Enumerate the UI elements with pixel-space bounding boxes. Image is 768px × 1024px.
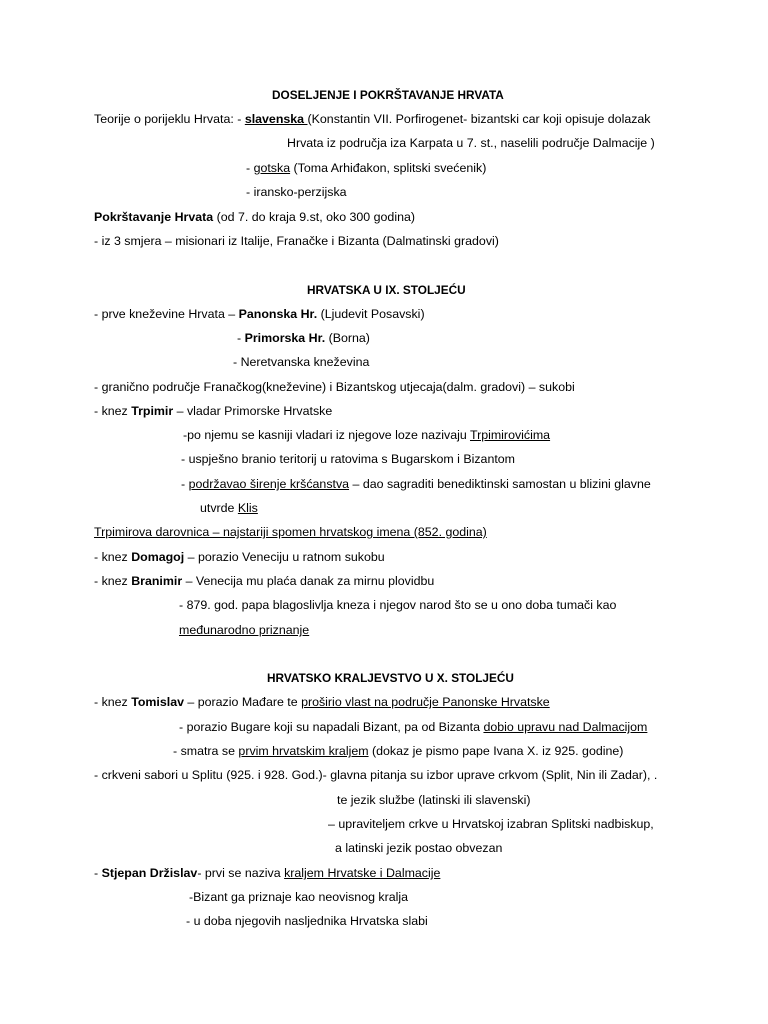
text-line (94, 865, 440, 881)
text-span: (Toma Arhiđakon, splitski svećenik) (290, 161, 487, 175)
text-span: Teorije o porijeklu Hrvata: - (94, 112, 245, 126)
text-line: - u doba njegovih nasljednika Hrvatska slabi (186, 914, 428, 928)
text-line (237, 330, 370, 346)
term-prvi-kralj: prvim hrvatskim kraljem (238, 744, 369, 758)
text-span: – dao sagraditi benediktinski samostan u blizini glavne (349, 477, 651, 491)
term-trpimir: Trpimir (131, 404, 174, 418)
text-span: – vladar Primorske Hrvatske (173, 404, 333, 418)
text-line (94, 573, 434, 589)
term-slavenska: slavenska (244, 112, 308, 126)
text-span: -po njemu se kasniji vladari iz njegove loze nazivaju (183, 428, 470, 442)
text-line: - uspješno branio teritorij u ratovima s Bugarskom i Bizantom (181, 452, 515, 466)
text-span: (Konstantin VII. Porfirogenet- bizantski car koji opisuje dolazak (307, 112, 651, 126)
text-span: - knez (94, 695, 132, 709)
term-pokrstavanje: Pokrštavanje Hrvata (94, 210, 214, 224)
text-line: – upraviteljem crkve u Hrvatskoj izabran Splitski nadbiskup, (328, 817, 654, 831)
text-line: - Neretvanska kneževina (233, 355, 370, 369)
text-span: - (181, 477, 189, 491)
text-line: -Bizant ga priznaje kao neovisnog kralja (189, 890, 409, 904)
text-line: te jezik službe (latinski ili slavenski) (337, 793, 531, 807)
text-span: – Venecija mu plaća danak za mirnu plovidbu (182, 574, 435, 588)
text-line: - iz 3 smjera – misionari iz Italije, Franačke i Bizanta (Dalmatinski gradovi) (94, 234, 499, 248)
text-line: a latinski jezik postao obvezan (335, 841, 503, 855)
text-line (173, 743, 623, 759)
text-span: (Ljudevit Posavski) (317, 307, 425, 321)
text-line-darovnica: Trpimirova darovnica – najstariji spomen hrvatskog imena (852. godina) (94, 525, 487, 539)
term-branimir: Branimir (131, 574, 183, 588)
term-krscanstvo: podržavao širenje kršćanstva (188, 477, 350, 491)
text-span: - knez (94, 404, 132, 418)
text-line: - crkveni sabori u Splitu (925. i 928. God.)- glavna pitanja su izbor uprave crkvom (Split, Nin ili Zadar), . (94, 768, 658, 782)
text-line (94, 111, 651, 127)
text-line: Hrvata iz područja iza Karpata u 7. st., naselili područje Dalmacije ) (287, 136, 655, 150)
text-span: - porazio Bugare koji su napadali Bizant, pa od Bizanta (179, 720, 484, 734)
text-line-priznanje: međunarodno priznanje (179, 623, 310, 637)
term-trpimirovici: Trpimirovićima (469, 428, 551, 442)
section-title-ix-stoljece: HRVATSKA U IX. STOLJEĆU (307, 283, 466, 297)
term-uprava-dalmacija: dobio upravu nad Dalmacijom (483, 720, 648, 734)
text-span: (Borna) (325, 331, 370, 345)
term-panonska: Panonska Hr. (238, 307, 318, 321)
text-span: - (237, 331, 245, 345)
term-drzislav: Stjepan Držislav (101, 866, 198, 880)
text-line (94, 694, 550, 710)
text-line (200, 500, 258, 516)
text-line (181, 476, 651, 492)
text-span: (dokaz je pismo pape Ivana X. iz 925. godine) (368, 744, 624, 758)
term-gotska: gotska (253, 161, 291, 175)
text-span: - knez (94, 550, 132, 564)
text-span: - knez (94, 574, 132, 588)
section-title-doseljenje: DOSELJENJE I POKRŠTAVANJE HRVATA (272, 88, 504, 102)
term-primorska: Primorska Hr. (244, 331, 326, 345)
text-span: - (246, 161, 254, 175)
text-line: - iransko-perzijska (246, 185, 347, 199)
text-line: - granično područje Franačkog(kneževine) i Bizantskog utjecaja(dalm. gradovi) – sukobi (94, 380, 575, 394)
text-span: - prvi se naziva (197, 866, 285, 880)
section-title-kraljevstvo: HRVATSKO KRALJEVSTVO U X. STOLJEĆU (267, 671, 514, 685)
term-domagoj: Domagoj (131, 550, 185, 564)
term-klis: Klis (237, 501, 258, 515)
term-panonska-vlast: proširio vlast na područje Panonske Hrvatske (301, 695, 550, 709)
text-line (246, 160, 486, 176)
text-line (183, 427, 550, 443)
text-line: - 879. god. papa blagoslivlja kneza i njegov narod što se u ono doba tumači kao (179, 598, 617, 612)
text-span: – porazio Mađare te (183, 695, 302, 709)
text-span: - smatra se (173, 744, 239, 758)
text-line (94, 549, 385, 565)
text-span: – porazio Veneciju u ratnom sukobu (184, 550, 385, 564)
term-kralj-hrvatske: kraljem Hrvatske i Dalmacije (284, 866, 441, 880)
text-span: - (94, 866, 102, 880)
term-tomislav: Tomislav (131, 695, 184, 709)
text-span: utvrde (200, 501, 238, 515)
text-span: - prve kneževine Hrvata – (94, 307, 239, 321)
text-line (94, 403, 332, 419)
text-line (94, 209, 415, 225)
text-span: (od 7. do kraja 9.st, oko 300 godina) (213, 210, 415, 224)
text-line (179, 719, 647, 735)
text-line (94, 306, 425, 322)
